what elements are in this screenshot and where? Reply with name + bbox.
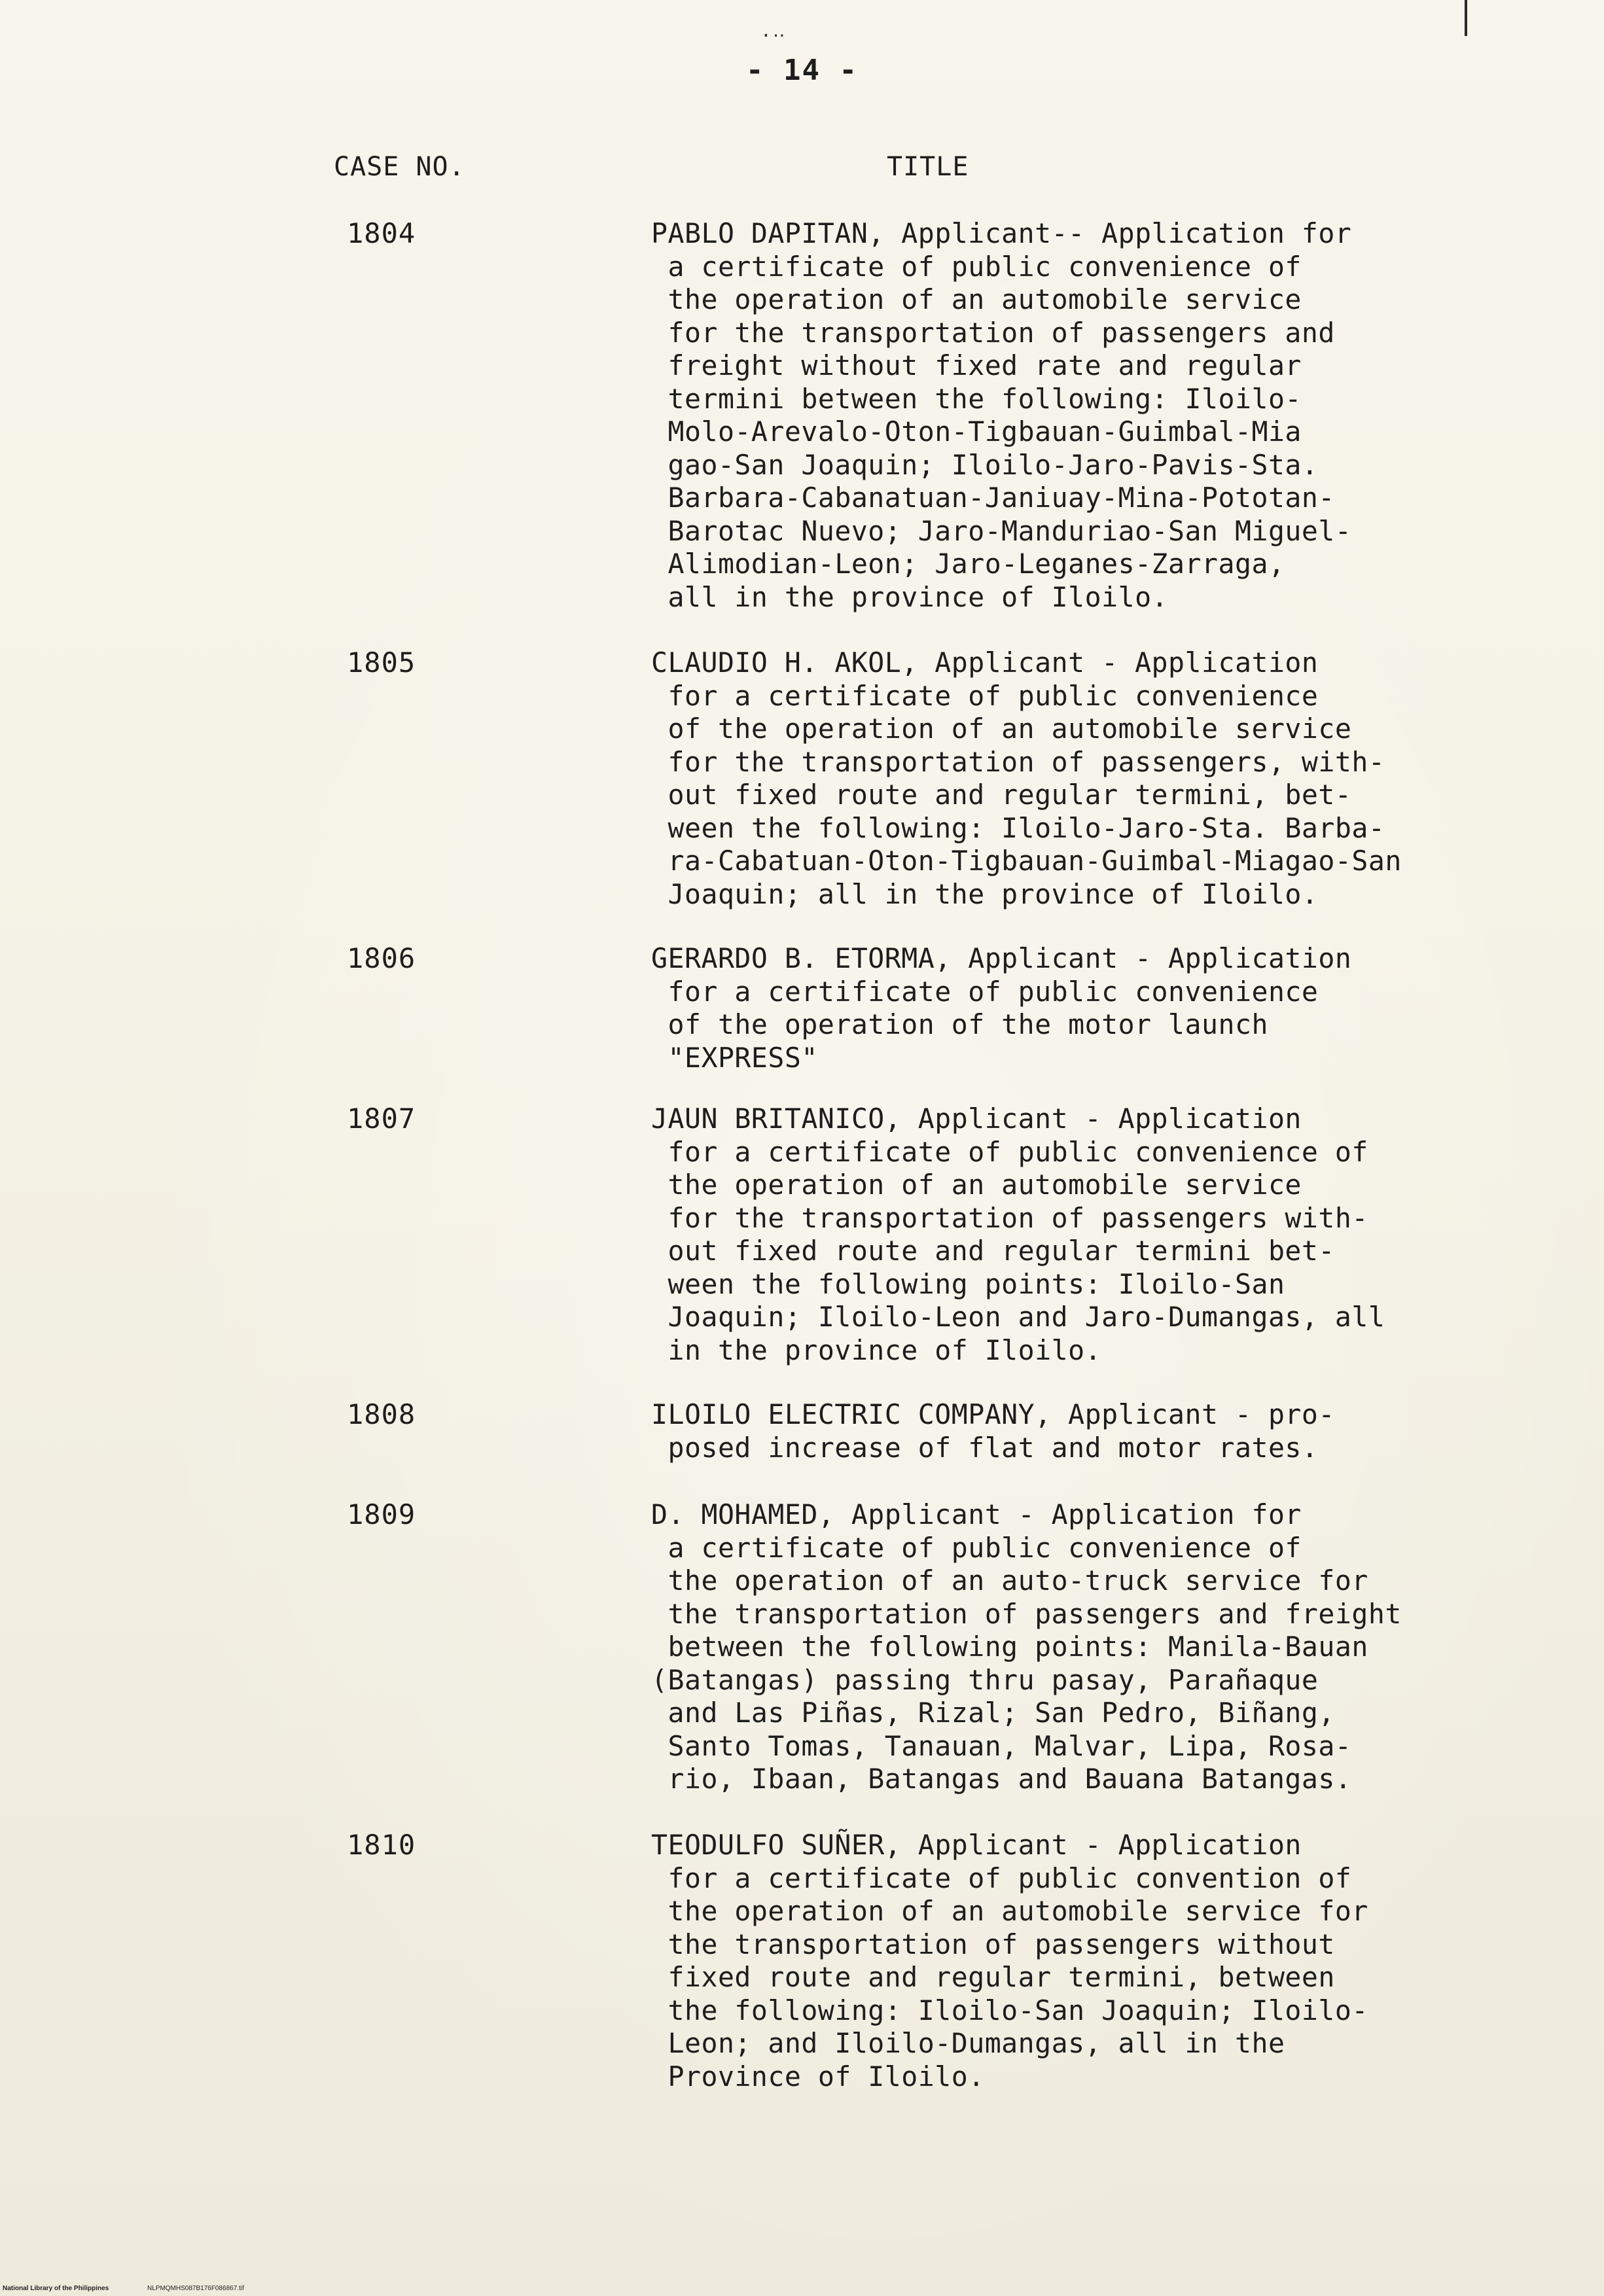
page-number: - 14 - bbox=[746, 54, 858, 87]
archive-source-label: National Library of the Philippines bbox=[3, 2285, 109, 2292]
case-title-text: D. MOHAMED, Applicant - Application for a certificate of public convenience of the operation of an auto-truck service for the transportation of passengers and freight between the following points: Manila-Bauan (Batangas) passing thru pasay, Parañaque and Las Piñas, Rizal; San Pedro, Biñang, Santo Tomas, Tanauan, Malvar, Lipa, Rosa- rio, Ibaan, Batangas and Bauana Batangas. bbox=[651, 1498, 1402, 1795]
case-number: 1804 bbox=[347, 217, 416, 249]
column-header-case-no: CASE NO. bbox=[334, 152, 465, 182]
case-number: 1808 bbox=[347, 1398, 416, 1430]
case-number: 1806 bbox=[347, 942, 416, 974]
case-title-text: GERARDO B. ETORMA, Applicant - Application for a certificate of public convenience of the operation of the motor launch "EXPRESS" bbox=[651, 942, 1352, 1074]
stray-ink-mark: .‥ bbox=[760, 20, 787, 41]
case-title-text: TEODULFO SUÑER, Applicant - Application for a certificate of public convention of the operation of an automobile service for the transportation of passengers without fixed route and regular termini, between the following: Iloilo-San Joaquin; Iloilo- Leon; and Iloilo-Dumangas, all in the Province of Iloilo. bbox=[651, 1829, 1368, 2093]
column-header-title: TITLE bbox=[887, 152, 969, 182]
archive-file-id: NLPMQMHS087B176F086867.tif bbox=[147, 2285, 244, 2292]
case-number: 1807 bbox=[347, 1103, 416, 1135]
case-title-text: CLAUDIO H. AKOL, Applicant - Application for a certificate of public convenience of the operation of an automobile service for the transportation of passengers, with- out fixed route and regular termini, bet- ween the following: Iloilo-Jaro-Sta. Barba- ra-Cabatuan-Oton-Tigbauan-Guimbal-Miagao-San Joaquin; all in the province of Iloilo. bbox=[651, 646, 1402, 910]
case-title-text: PABLO DAPITAN, Applicant-- Application for a certificate of public convenience of the operation of an automobile service for the transportation of passengers and freight without fixed rate and regular termini between the following: Iloilo- Molo-Arevalo-Oton-Tigbauan-Guimbal-Mia gao-San Joaquin; Iloilo-Jaro-Pavis-Sta. Barbara-Cabanatuan-Janiuay-Mina-Pototan- Barotac Nuevo; Jaro-Manduriao-San Miguel- Alimodian-Leon; Jaro-Leganes-Zarraga, all in the province of Iloilo. bbox=[651, 217, 1352, 613]
case-title-text: JAUN BRITANICO, Applicant - Application for a certificate of public convenience of the operation of an automobile service for the transportation of passengers with- out fixed route and regular termini bet- ween the following points: Iloilo-San Joaquin; Iloilo-Leon and Jaro-Dumangas, all in the province of Iloilo. bbox=[651, 1103, 1385, 1366]
case-title-text: ILOILO ELECTRIC COMPANY, Applicant - pro- posed increase of flat and motor rates. bbox=[651, 1398, 1335, 1464]
case-number: 1810 bbox=[347, 1829, 416, 1861]
case-number: 1805 bbox=[347, 646, 416, 679]
margin-ink-line bbox=[1465, 0, 1467, 36]
case-number: 1809 bbox=[347, 1498, 416, 1530]
